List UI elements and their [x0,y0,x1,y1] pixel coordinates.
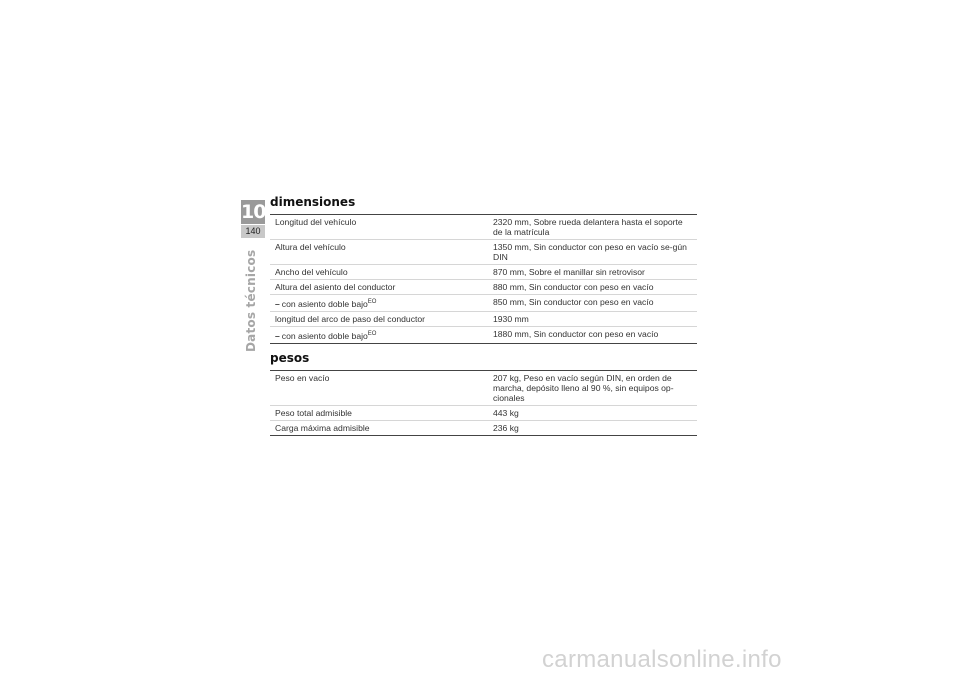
watermark-text: carmanualsonline.info [542,646,782,673]
row-label: Ancho del vehículo [270,265,487,280]
table-row [270,265,697,280]
row-value: 2320 mm, Sobre rueda delantera hasta el soporte de la matrícula [487,215,697,240]
row-value: 870 mm, Sobre el manillar sin retrovisor [487,265,697,280]
row-label: Carga máxima admisible [270,421,487,436]
table-row [270,312,697,327]
row-label-sub [270,295,487,312]
page-content [270,195,697,436]
row-label: Peso total admisible [270,406,487,421]
dash-marker: – [275,331,280,341]
row-label: Peso en vacío [270,371,487,406]
option-superscript: EO [367,331,377,337]
row-value: 443 kg [487,406,697,421]
table-row [270,280,697,295]
table-row [270,327,697,344]
row-label: Altura del asiento del conductor [270,280,487,295]
row-label: Longitud del vehículo [270,215,487,240]
option-superscript: EO [367,299,377,305]
table-row [270,215,697,240]
chapter-number: 10 [241,201,266,223]
chapter-side-title: Datos técnicos [244,249,258,352]
row-label-sub [270,327,487,344]
row-value: 850 mm, Sin conductor con peso en vacío [487,295,697,312]
dimensiones-table [270,214,697,344]
page-number: 140 [241,225,265,238]
chapter-tab [241,200,265,238]
table-row [270,295,697,312]
row-value: 880 mm, Sin conductor con peso en vacío [487,280,697,295]
row-label: longitud del arco de paso del conductor [270,312,487,327]
section-title-pesos: pesos [270,351,310,365]
dash-marker: – [275,299,280,309]
table-row [270,406,697,421]
table-row [270,371,697,406]
row-label-text: con asiento doble bajo [281,299,368,309]
row-label-text: con asiento doble bajo [281,331,368,341]
table-row [270,240,697,265]
row-value: 1930 mm [487,312,697,327]
pesos-table [270,370,697,436]
row-value: 236 kg [487,421,697,436]
row-value: 1880 mm, Sin conductor con peso en vacío [487,327,697,344]
section-title-dimensiones: dimensiones [270,195,356,209]
table-row [270,421,697,436]
row-label: Altura del vehículo [270,240,487,265]
row-value: 1350 mm, Sin conductor con peso en vacío se-gún DIN [487,240,697,265]
row-value: 207 kg, Peso en vacío según DIN, en orden de marcha, depósito lleno al 90 %, sin equipos op-cionales [487,371,697,406]
